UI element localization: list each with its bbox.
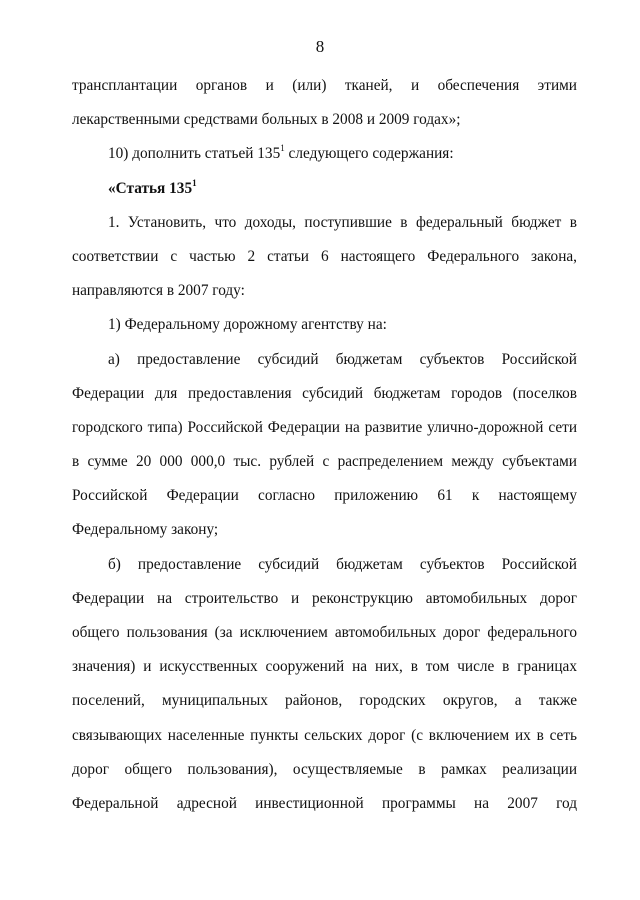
text-line-content: 10) дополнить статьей 135 xyxy=(108,145,281,163)
text-line-content: общего пользования (за исключением автомобильных дорог федерального xyxy=(72,624,577,641)
text-line-content: соответствии с частью 2 статьи 6 настоящего Федерального закона, xyxy=(72,247,577,265)
text-line xyxy=(72,555,577,589)
page-number: 8 xyxy=(315,37,325,56)
text-line-content: городского типа) Российской Федерации на развитие улично-дорожной сети xyxy=(72,418,577,436)
text-line-content: а) предоставление субсидий бюджетам субъектов Российской xyxy=(108,350,577,368)
text-line xyxy=(72,384,577,418)
superscript: 1 xyxy=(280,144,285,154)
text-line-content: направляются в 2007 году: xyxy=(72,282,245,300)
text-line xyxy=(72,726,577,760)
text-line-continuation: следующего содержания: xyxy=(284,145,454,163)
text-line-content: Федеральному закону; xyxy=(72,521,219,539)
text-line xyxy=(72,486,577,520)
text-line xyxy=(72,657,577,691)
text-line-content: Российской Федерации согласно приложению 61 к настоящему xyxy=(72,487,577,505)
text-line xyxy=(72,350,577,384)
text-line xyxy=(72,589,577,623)
text-line-content: дорог общего пользования), осуществляемые в рамках реализации xyxy=(72,760,577,778)
text-line xyxy=(72,760,577,794)
text-line xyxy=(72,213,577,247)
text-line-content: трансплантации органов и (или) тканей, и обеспечения этими xyxy=(72,77,577,94)
document-body xyxy=(72,76,577,828)
text-line xyxy=(72,76,577,110)
text-line xyxy=(72,691,577,725)
text-line xyxy=(72,623,577,657)
text-line xyxy=(72,452,577,486)
text-line-content: Федерации на строительство и реконструкцию автомобильных дорог xyxy=(72,589,577,607)
text-line xyxy=(72,794,577,828)
superscript: 1 xyxy=(192,178,197,188)
text-line xyxy=(72,110,577,144)
text-line xyxy=(72,418,577,452)
text-line-content: лекарственными средствами больных в 2008 и 2009 годах»; xyxy=(72,111,461,129)
text-line-content: связывающих населенные пункты сельских дорог (с включением их в сеть xyxy=(72,726,577,744)
text-line xyxy=(72,144,577,178)
text-line xyxy=(72,520,577,554)
text-line-content: «Статья 135 xyxy=(108,179,193,197)
text-line-content: б) предоставление субсидий бюджетам субъектов Российской xyxy=(108,555,577,573)
text-line-content: в сумме 20 000 000,0 тыс. рублей с распределением между субъектами xyxy=(72,453,577,471)
text-line-content: 1. Установить, что доходы, поступившие в федеральный бюджет в xyxy=(108,213,577,231)
text-line-content: Федеральной адресной инвестиционной программы на 2007 год xyxy=(72,794,577,812)
text-line-content: 1) Федеральному дорожному агентству на: xyxy=(108,316,387,334)
text-line-content: значения) и искусственных сооружений на них, в том числе в границах xyxy=(72,658,577,676)
text-line xyxy=(72,315,577,349)
text-line-content: поселений, муниципальных районов, городских округов, а также xyxy=(72,692,577,710)
text-line xyxy=(72,281,577,315)
text-line-content: Федерации для предоставления субсидий бюджетам городов (поселков xyxy=(72,384,577,402)
text-line xyxy=(72,247,577,281)
text-line xyxy=(72,179,577,213)
